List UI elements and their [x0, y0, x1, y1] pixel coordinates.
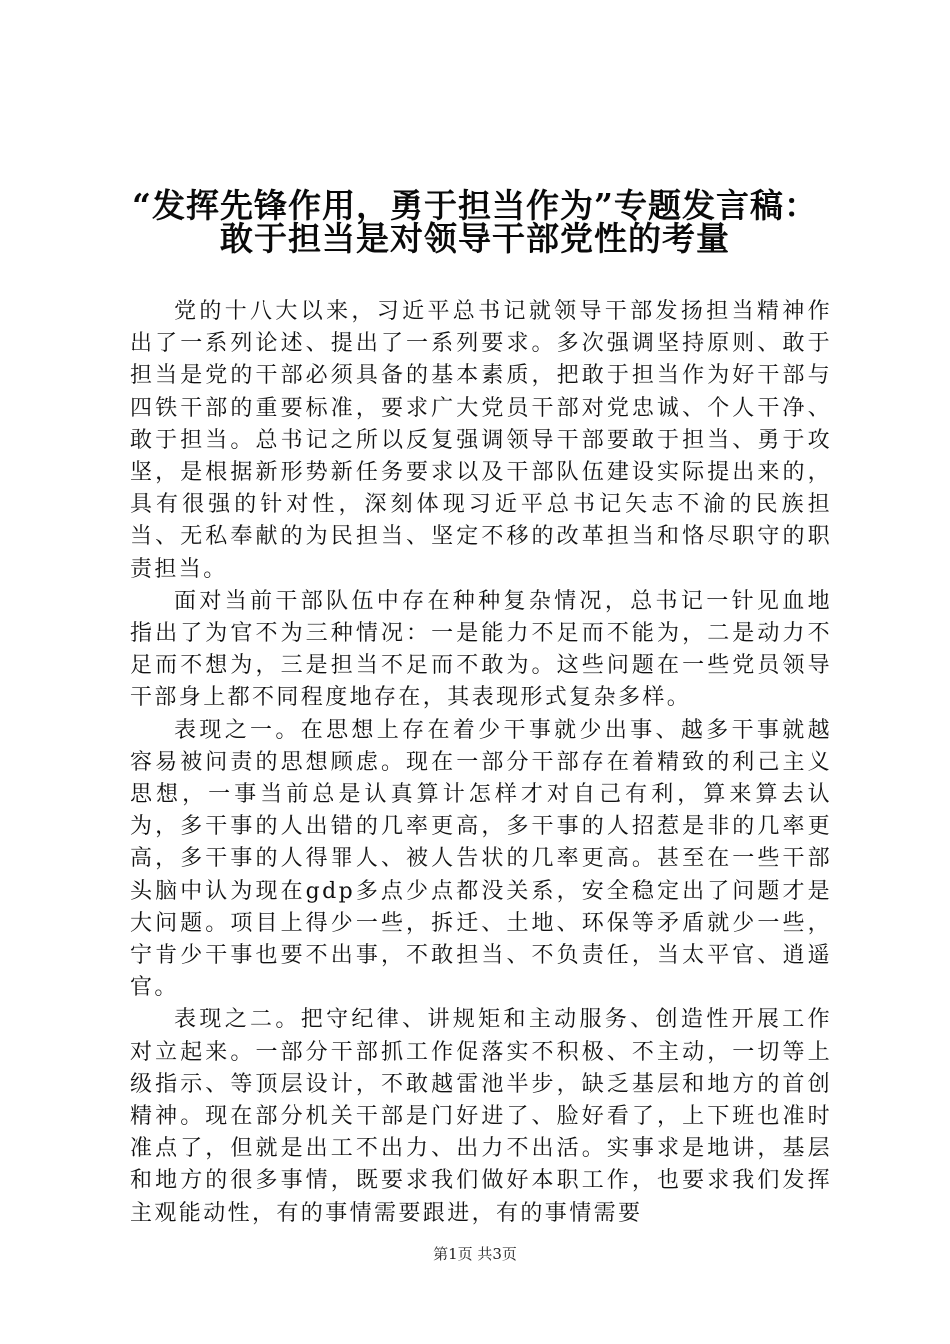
document-title-line-1: “发挥先锋作用，勇于担当作为”专题发言稿： [132, 186, 818, 225]
document-body [130, 296, 832, 1230]
paragraph-4: 表现之二。把守纪律、讲规矩和主动服务、创造性开展工作对立起来。一部分干部抓工作促落实不积极、不主动，一切等上级指示、等顶层设计，不敢越雷池半步，缺乏基层和地方的首创精神。现在部分机关干部是门好进了、脸好看了，上下班也准时准点了，但就是出工不出力、出力不出活。实事求是地讲，基层和地方的很多事情，既要求我们做好本职工作，也要求我们发挥主观能动性，有的事情需要跟进，有的事情需要 [130, 1007, 832, 1226]
document-title-line-2: 敢于担当是对领导干部党性的考量 [220, 219, 730, 258]
paragraph-2: 面对当前干部队伍中存在种种复杂情况，总书记一针见血地指出了为官不为三种情况：一是能力不足而不能为，二是动力不足而不想为，三是担当不足而不敢为。这些问题在一些党员领导干部身上都不同程度地存在，其表现形式复杂多样。 [130, 588, 832, 711]
paragraph-1: 党的十八大以来，习近平总书记就领导干部发扬担当精神作出了一系列论述、提出了一系列要求。多次强调坚持原则、敢于担当是党的干部必须具备的基本素质，把敢于担当作为好干部与四铁干部的重要标准，要求广大党员干部对党忠诚、个人干净、敢于担当。总书记之所以反复强调领导干部要敢于担当、勇于攻坚，是根据新形势新任务要求以及干部队伍建设实际提出来的，具有很强的针对性，深刻体现习近平总书记矢志不渝的民族担当、无私奉献的为民担当、坚定不移的改革担当和恪尽职守的职责担当。 [130, 299, 832, 582]
paragraph-3: 表现之一。在思想上存在着少干事就少出事、越多干事就越容易被问责的思想顾虑。现在一部分干部存在着精致的利己主义思想，一事当前总是认真算计怎样才对自己有利，算来算去认为，多干事的人出错的几率更高，多干事的人招惹是非的几率更高，多干事的人得罪人、被人告状的几率更高。甚至在一些干部头脑中认为现在gdp多点少点都没关系，安全稳定出了问题才是大问题。项目上得少一些，拆迁、土地、环保等矛盾就少一些，宁肯少干事也要不出事，不敢担当、不负责任，当太平官、逍遥官。 [130, 717, 832, 1001]
page-number-footer: 第1页 共3页 [433, 1245, 517, 1263]
